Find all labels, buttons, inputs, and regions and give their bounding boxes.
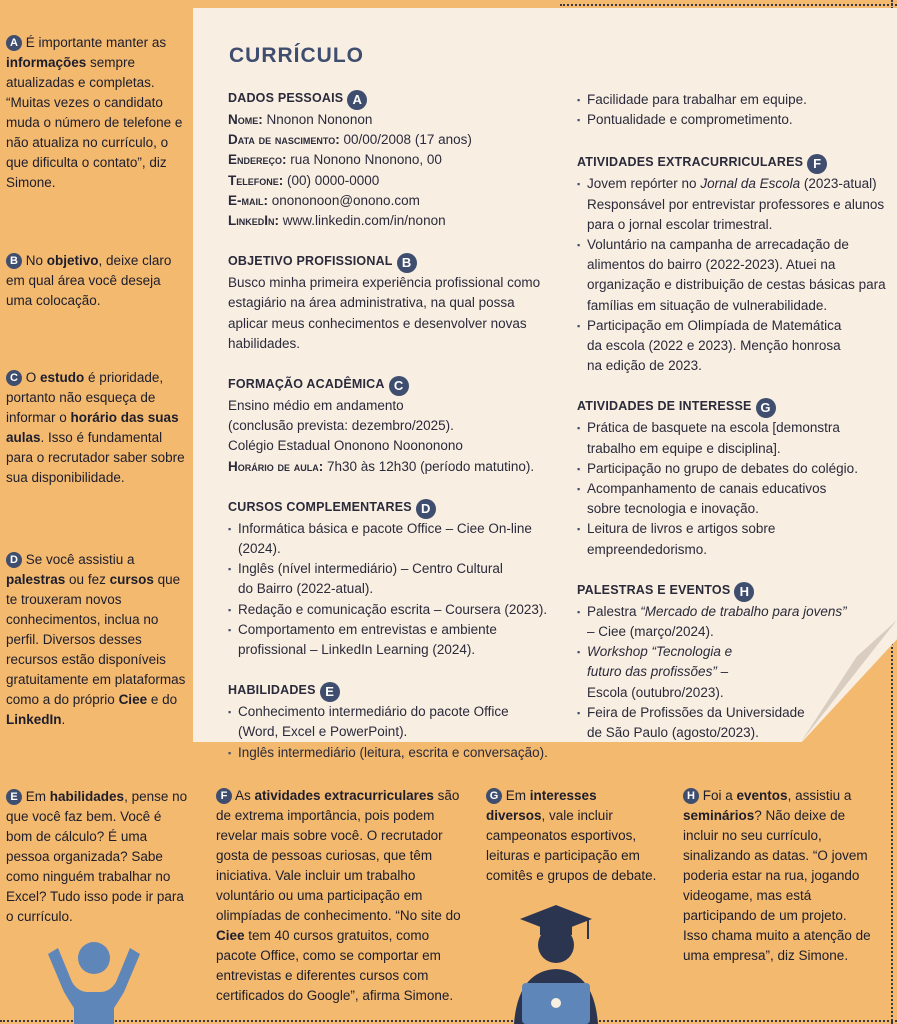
- list-item: ▪ Inglês intermediário (leitura, escrita e conversação).: [228, 743, 573, 763]
- badge-c: C: [6, 370, 22, 386]
- section-formacao: [228, 374, 573, 477]
- section-habilidades: [228, 680, 573, 763]
- objetivo-text: Busco minha primeira experiência profissional como estagiário na área administrativa, na qual possa aplicar meus conhecimentos e desenvolver novas habilidades.: [228, 275, 541, 351]
- list-item: ▪ Facilidade para trabalhar em equipe.: [577, 90, 895, 110]
- section-objetivo: [228, 251, 573, 354]
- section-heading: OBJETIVO PROFISSIONAL B: [228, 251, 573, 273]
- badge-h: H: [683, 788, 699, 804]
- list-item: ▪ Jovem repórter no Jornal da Escola (2023-atual) Responsável por entrevistar professores e alunos para o jornal escolar trimestral.: [577, 174, 887, 235]
- field-linkedin: LinkedIn: www.linkedin.com/in/nonon: [228, 213, 446, 229]
- list-item: ▪ Voluntário na campanha de arrecadação de alimentos do bairro (2022-2023). Atuei na organização e distribuição de cestas básicas para famílias em situação de vulnerabilidade.: [577, 235, 895, 316]
- field-nome: Nome: Nnonon Nononon: [228, 112, 373, 127]
- list-item: ▪ Comportamento em entrevistas e ambiente profissional – LinkedIn Learning (2024).: [228, 620, 538, 660]
- badge-d: D: [6, 552, 22, 568]
- section-dados-pessoais: [228, 88, 573, 231]
- resume-left-column: [228, 88, 573, 783]
- list-item: ▪ Palestra “Mercado de trabalho para jovens” – Ciee (março/2024).: [577, 602, 852, 642]
- badge-g: G: [486, 788, 502, 804]
- formacao-line: Ensino médio em andamento: [228, 398, 404, 414]
- formacao-line: Colégio Estadual Ononono Noononono: [228, 438, 463, 454]
- badge-h: H: [734, 582, 754, 602]
- tip-d: D Se você assistiu a palestras ou fez cursos que te trouxeram novos conhecimentos, inclua no perfil. Diversos desses recursos estão disponíveis gratuitamente em plataformas como a do próprio Ciee e do LinkedIn.: [6, 552, 186, 727]
- badge-e: E: [320, 682, 340, 702]
- tip-g: G Em interesses diversos, vale incluir campeonatos esportivos, leituras e participação em comitês e grupos de debate.: [486, 788, 657, 883]
- dotted-border-top: [560, 4, 897, 6]
- list-item: ▪ Prática de basquete na escola [demonstra trabalho em equipe e disciplina].: [577, 418, 862, 458]
- section-heading: CURSOS COMPLEMENTARES D: [228, 497, 573, 519]
- section-palestras: [577, 580, 895, 743]
- section-cursos: [228, 497, 573, 660]
- list-item: ▪ Inglês (nível intermediário) – Centro Cultural do Bairro (2022-atual).: [228, 559, 508, 599]
- person-raising-arms-icon: [38, 938, 150, 1024]
- section-heading: ATIVIDADES DE INTERESSE G: [577, 396, 895, 418]
- extra-list: [577, 174, 895, 376]
- tip-a: A É importante manter as informações sempre atualizadas e completas. “Muitas vezes o candidato muda o número de telefone e não atualiza no currículo, o que dificulta o contato”, diz Simone.: [6, 35, 183, 190]
- list-item: ▪ Leitura de livros e artigos sobre empreendedorismo.: [577, 519, 895, 559]
- list-item: ▪ Workshop “Tecnologia e futuro das profissões” – Escola (outubro/2023).: [577, 642, 767, 703]
- interesse-list: [577, 418, 895, 559]
- list-item: ▪ Participação no grupo de debates do colégio.: [577, 459, 895, 479]
- section-heading: PALESTRAS E EVENTOS H: [577, 580, 895, 602]
- tip-h: H Foi a eventos, assistiu a seminários? Não deixe de incluir no seu currículo, sinalizando as datas. “O jovem poderia estar na rua, jogando videogame, mas está participando de um projeto. Isso chama muito a atenção de uma empresa”, diz Simone.: [683, 788, 871, 963]
- tip-f: F As atividades extracurriculares são de extrema importância, pois podem revelar mais sobre você. O recrutador gosta de pessoas curiosas, que têm iniciativa. Vale incluir um trabalho voluntário ou uma participação em olimpíadas de conhecimento. “No site do Ciee tem 40 cursos gratuitos, como pacote Office, como se comportar em entrevistas e diferentes cursos com certificados do Google”, afirma Simone.: [216, 788, 461, 1003]
- list-item: ▪ Redação e comunicação escrita – Coursera (2023).: [228, 600, 573, 620]
- badge-b: B: [6, 253, 22, 269]
- section-heading: DADOS PESSOAIS A: [228, 88, 573, 110]
- badge-a: A: [347, 90, 367, 110]
- badge-g: G: [756, 398, 776, 418]
- badge-b: B: [397, 253, 417, 273]
- field-nascimento: Data de nascimento: 00/00/2008 (17 anos): [228, 132, 472, 148]
- section-heading: ATIVIDADES EXTRACURRICULARES F: [577, 152, 895, 174]
- field-telefone: Telefone: (00) 0000-0000: [228, 172, 380, 188]
- tip-e: E Em habilidades, pense no que você faz bem. Você é bom de cálculo? É uma pessoa organizada? Sabe como ninguém trabalhar no Excel? Tudo isso pode ir para o currículo.: [6, 789, 188, 924]
- habilidades-list: [228, 702, 573, 763]
- formacao-line: (conclusão prevista: dezembro/2025).: [228, 418, 454, 434]
- badge-d: D: [416, 499, 436, 519]
- section-interesse: [577, 396, 895, 559]
- section-heading: HABILIDADES E: [228, 680, 573, 702]
- palestras-list: [577, 602, 895, 743]
- list-item: ▪ Pontualidade e comprometimento.: [577, 110, 895, 130]
- list-item: ▪ Informática básica e pacote Office – Ciee On-line (2024).: [228, 519, 573, 559]
- list-item: ▪ Participação em Olimpíada de Matemática da escola (2022 e 2023). Menção honrosa na edição de 2023.: [577, 316, 847, 377]
- list-item: ▪ Acompanhamento de canais educativos sobre tecnologia e inovação.: [577, 479, 847, 519]
- list-item: ▪ Conhecimento intermediário do pacote Office (Word, Excel e PowerPoint).: [228, 702, 518, 742]
- graduate-with-laptop-icon: [496, 905, 616, 1024]
- list-item: ▪ Feira de Profissões da Universidade de São Paulo (agosto/2023).: [577, 703, 807, 743]
- field-horario: Horário de aula: 7h30 às 12h30 (período matutino).: [228, 458, 535, 474]
- section-extracurriculares: [577, 152, 895, 376]
- badge-c: C: [389, 376, 409, 396]
- badge-a: A: [6, 35, 22, 51]
- resume-title: CURRÍCULO: [229, 44, 364, 67]
- resume-right-column: [577, 90, 895, 763]
- badge-e: E: [6, 789, 22, 805]
- habilidades-list-continued: [577, 90, 895, 130]
- tip-c: C O estudo é prioridade, portanto não esqueça de informar o horário das suas aulas. Isso é fundamental para o recrutador saber sobre sua disponibilidade.: [6, 370, 185, 485]
- field-email: E-mail: onononoon@onono.com: [228, 192, 420, 208]
- tip-b: B No objetivo, deixe claro em qual área você deseja uma colocação.: [6, 253, 172, 308]
- section-heading: FORMAÇÃO ACADÊMICA C: [228, 374, 573, 396]
- cursos-list: [228, 519, 573, 660]
- badge-f: F: [807, 154, 827, 174]
- badge-f: F: [216, 788, 232, 804]
- field-endereco: Endereço: rua Nonono Nnonono, 00: [228, 152, 442, 168]
